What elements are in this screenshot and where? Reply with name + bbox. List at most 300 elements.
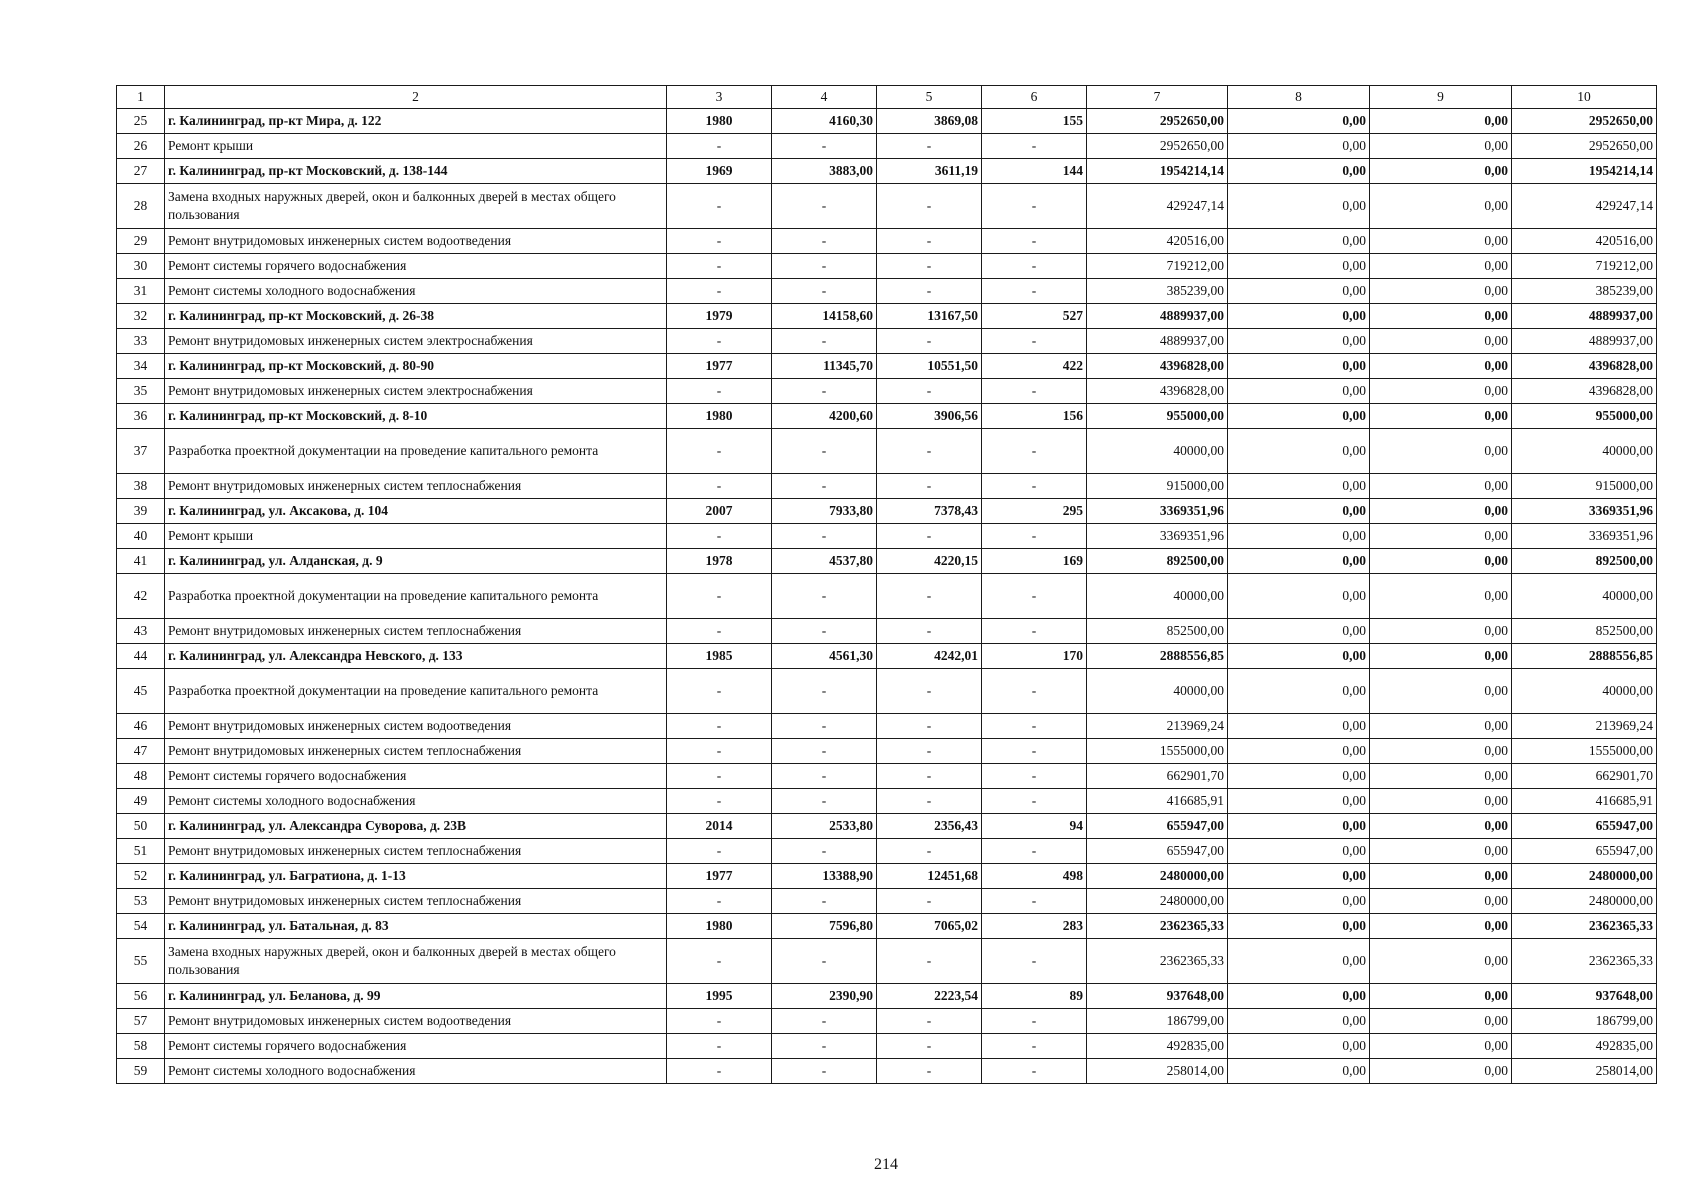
col9-cell: 0,00 xyxy=(1370,304,1512,329)
work-item-row xyxy=(117,1009,1657,1034)
col10-cell: 1954214,14 xyxy=(1512,159,1657,184)
year-cell: 1980 xyxy=(667,914,772,939)
col5-cell: 7065,02 xyxy=(877,914,982,939)
row-number-cell: 58 xyxy=(117,1034,165,1059)
row-number-cell: 51 xyxy=(117,839,165,864)
row-number-cell: 47 xyxy=(117,739,165,764)
year-cell: 2014 xyxy=(667,814,772,839)
year-cell: - xyxy=(667,429,772,474)
col4-cell: 2533,80 xyxy=(772,814,877,839)
col6-cell: - xyxy=(982,669,1087,714)
col6-cell: - xyxy=(982,229,1087,254)
col9-cell: 0,00 xyxy=(1370,739,1512,764)
object-name-cell: г. Калининград, ул. Батальная, д. 83 xyxy=(165,914,667,939)
col8-cell: 0,00 xyxy=(1228,184,1370,229)
col9-cell: 0,00 xyxy=(1370,1009,1512,1034)
work-item-row xyxy=(117,839,1657,864)
col6-cell: - xyxy=(982,184,1087,229)
col10-cell: 2480000,00 xyxy=(1512,889,1657,914)
col8-cell: 0,00 xyxy=(1228,524,1370,549)
col6-cell: 155 xyxy=(982,109,1087,134)
object-name-cell: Ремонт внутридомовых инженерных систем теплоснабжения xyxy=(165,619,667,644)
col5-cell: 10551,50 xyxy=(877,354,982,379)
col10-cell: 429247,14 xyxy=(1512,184,1657,229)
col7-cell: 2952650,00 xyxy=(1087,109,1228,134)
col8-cell: 0,00 xyxy=(1228,669,1370,714)
col7-cell: 2888556,85 xyxy=(1087,644,1228,669)
year-cell: - xyxy=(667,254,772,279)
work-item-row xyxy=(117,254,1657,279)
col4-cell: 14158,60 xyxy=(772,304,877,329)
work-item-row xyxy=(117,474,1657,499)
col6-cell: - xyxy=(982,764,1087,789)
col4-cell: - xyxy=(772,134,877,159)
year-cell: 1985 xyxy=(667,644,772,669)
col4-cell: - xyxy=(772,279,877,304)
col5-cell: 4220,15 xyxy=(877,549,982,574)
col9-cell: 0,00 xyxy=(1370,669,1512,714)
col5-cell: 3611,19 xyxy=(877,159,982,184)
col6-cell: 498 xyxy=(982,864,1087,889)
row-number-cell: 33 xyxy=(117,329,165,354)
year-cell: - xyxy=(667,134,772,159)
col8-cell: 0,00 xyxy=(1228,1034,1370,1059)
col5-cell: - xyxy=(877,619,982,644)
col9-cell: 0,00 xyxy=(1370,159,1512,184)
col6-cell: - xyxy=(982,474,1087,499)
col4-cell: - xyxy=(772,184,877,229)
row-number-cell: 57 xyxy=(117,1009,165,1034)
col9-cell: 0,00 xyxy=(1370,814,1512,839)
col5-cell: - xyxy=(877,229,982,254)
col10-cell: 2362365,33 xyxy=(1512,939,1657,984)
col5-cell: - xyxy=(877,429,982,474)
col10-cell: 915000,00 xyxy=(1512,474,1657,499)
object-name-cell: Ремонт системы холодного водоснабжения xyxy=(165,789,667,814)
col6-cell: 527 xyxy=(982,304,1087,329)
work-item-row xyxy=(117,739,1657,764)
col8-cell: 0,00 xyxy=(1228,839,1370,864)
col5-cell: - xyxy=(877,1034,982,1059)
col9-cell: 0,00 xyxy=(1370,1059,1512,1084)
object-name-cell: Ремонт внутридомовых инженерных систем теплоснабжения xyxy=(165,839,667,864)
col8-cell: 0,00 xyxy=(1228,329,1370,354)
col10-cell: 892500,00 xyxy=(1512,549,1657,574)
year-cell: - xyxy=(667,669,772,714)
col4-cell: - xyxy=(772,939,877,984)
col4-cell: 7933,80 xyxy=(772,499,877,524)
col10-cell: 4889937,00 xyxy=(1512,304,1657,329)
col8-cell: 0,00 xyxy=(1228,714,1370,739)
col8-cell: 0,00 xyxy=(1228,549,1370,574)
col6-cell: - xyxy=(982,789,1087,814)
object-name-cell: Ремонт внутридомовых инженерных систем теплоснабжения xyxy=(165,474,667,499)
col9-cell: 0,00 xyxy=(1370,764,1512,789)
col4-cell: - xyxy=(772,619,877,644)
year-cell: - xyxy=(667,714,772,739)
col9-cell: 0,00 xyxy=(1370,474,1512,499)
col7-cell: 719212,00 xyxy=(1087,254,1228,279)
col7-cell: 385239,00 xyxy=(1087,279,1228,304)
col6-cell: - xyxy=(982,254,1087,279)
object-name-cell: г. Калининград, ул. Александра Невского, д. 133 xyxy=(165,644,667,669)
row-number-cell: 34 xyxy=(117,354,165,379)
column-number: 4 xyxy=(772,86,877,109)
col5-cell: - xyxy=(877,379,982,404)
object-name-cell: Замена входных наружных дверей, окон и балконных дверей в местах общего пользования xyxy=(165,184,667,229)
col7-cell: 662901,70 xyxy=(1087,764,1228,789)
building-row xyxy=(117,499,1657,524)
building-row xyxy=(117,914,1657,939)
row-number-cell: 32 xyxy=(117,304,165,329)
row-number-cell: 31 xyxy=(117,279,165,304)
col7-cell: 492835,00 xyxy=(1087,1034,1228,1059)
object-name-cell: Ремонт внутридомовых инженерных систем электроснабжения xyxy=(165,379,667,404)
col7-cell: 852500,00 xyxy=(1087,619,1228,644)
year-cell: - xyxy=(667,474,772,499)
col10-cell: 955000,00 xyxy=(1512,404,1657,429)
col5-cell: - xyxy=(877,889,982,914)
object-name-cell: Ремонт внутридомовых инженерных систем водоотведения xyxy=(165,229,667,254)
col7-cell: 915000,00 xyxy=(1087,474,1228,499)
col9-cell: 0,00 xyxy=(1370,184,1512,229)
col4-cell: 4537,80 xyxy=(772,549,877,574)
building-row xyxy=(117,404,1657,429)
col7-cell: 40000,00 xyxy=(1087,669,1228,714)
year-cell: - xyxy=(667,329,772,354)
col9-cell: 0,00 xyxy=(1370,329,1512,354)
row-number-cell: 36 xyxy=(117,404,165,429)
year-cell: - xyxy=(667,619,772,644)
column-number-row xyxy=(117,86,1657,109)
object-name-cell: г. Калининград, ул. Беланова, д. 99 xyxy=(165,984,667,1009)
object-name-cell: Ремонт внутридомовых инженерных систем электроснабжения xyxy=(165,329,667,354)
col4-cell: - xyxy=(772,574,877,619)
col5-cell: - xyxy=(877,279,982,304)
object-name-cell: Ремонт внутридомовых инженерных систем водоотведения xyxy=(165,714,667,739)
col5-cell: - xyxy=(877,669,982,714)
col10-cell: 4396828,00 xyxy=(1512,379,1657,404)
row-number-cell: 25 xyxy=(117,109,165,134)
col5-cell: - xyxy=(877,254,982,279)
col10-cell: 3369351,96 xyxy=(1512,524,1657,549)
row-number-cell: 26 xyxy=(117,134,165,159)
col4-cell: - xyxy=(772,1009,877,1034)
col6-cell: - xyxy=(982,1034,1087,1059)
column-number: 8 xyxy=(1228,86,1370,109)
col4-cell: - xyxy=(772,1059,877,1084)
work-item-row xyxy=(117,619,1657,644)
col8-cell: 0,00 xyxy=(1228,499,1370,524)
col7-cell: 2952650,00 xyxy=(1087,134,1228,159)
col6-cell: 422 xyxy=(982,354,1087,379)
col4-cell: 2390,90 xyxy=(772,984,877,1009)
col6-cell: - xyxy=(982,574,1087,619)
col4-cell: - xyxy=(772,429,877,474)
col7-cell: 655947,00 xyxy=(1087,814,1228,839)
col4-cell: - xyxy=(772,764,877,789)
col10-cell: 4396828,00 xyxy=(1512,354,1657,379)
col5-cell: - xyxy=(877,134,982,159)
building-row xyxy=(117,549,1657,574)
row-number-cell: 59 xyxy=(117,1059,165,1084)
col8-cell: 0,00 xyxy=(1228,159,1370,184)
col4-cell: - xyxy=(772,474,877,499)
col6-cell: 295 xyxy=(982,499,1087,524)
work-item-row xyxy=(117,229,1657,254)
col4-cell: - xyxy=(772,329,877,354)
col8-cell: 0,00 xyxy=(1228,939,1370,984)
col5-cell: - xyxy=(877,1009,982,1034)
building-row xyxy=(117,354,1657,379)
col7-cell: 1555000,00 xyxy=(1087,739,1228,764)
column-number: 6 xyxy=(982,86,1087,109)
row-number-cell: 28 xyxy=(117,184,165,229)
col4-cell: - xyxy=(772,714,877,739)
col5-cell: - xyxy=(877,329,982,354)
year-cell: - xyxy=(667,889,772,914)
building-row xyxy=(117,159,1657,184)
work-item-row xyxy=(117,134,1657,159)
col6-cell: 283 xyxy=(982,914,1087,939)
col8-cell: 0,00 xyxy=(1228,984,1370,1009)
col10-cell: 492835,00 xyxy=(1512,1034,1657,1059)
col4-cell: 4160,30 xyxy=(772,109,877,134)
row-number-cell: 42 xyxy=(117,574,165,619)
row-number-cell: 50 xyxy=(117,814,165,839)
col4-cell: - xyxy=(772,379,877,404)
building-row xyxy=(117,644,1657,669)
col6-cell: 156 xyxy=(982,404,1087,429)
col8-cell: 0,00 xyxy=(1228,429,1370,474)
work-item-row xyxy=(117,279,1657,304)
object-name-cell: Ремонт внутридомовых инженерных систем водоотведения xyxy=(165,1009,667,1034)
col5-cell: - xyxy=(877,839,982,864)
col8-cell: 0,00 xyxy=(1228,764,1370,789)
object-name-cell: Ремонт крыши xyxy=(165,134,667,159)
col7-cell: 213969,24 xyxy=(1087,714,1228,739)
year-cell: 1978 xyxy=(667,549,772,574)
building-row xyxy=(117,984,1657,1009)
year-cell: - xyxy=(667,229,772,254)
col4-cell: 4200,60 xyxy=(772,404,877,429)
col5-cell: - xyxy=(877,474,982,499)
col10-cell: 852500,00 xyxy=(1512,619,1657,644)
table-body xyxy=(117,86,1657,1084)
object-name-cell: Ремонт системы холодного водоснабжения xyxy=(165,279,667,304)
work-item-row xyxy=(117,524,1657,549)
col10-cell: 662901,70 xyxy=(1512,764,1657,789)
year-cell: - xyxy=(667,524,772,549)
work-item-row xyxy=(117,889,1657,914)
object-name-cell: Ремонт системы холодного водоснабжения xyxy=(165,1059,667,1084)
col10-cell: 258014,00 xyxy=(1512,1059,1657,1084)
building-row xyxy=(117,109,1657,134)
row-number-cell: 49 xyxy=(117,789,165,814)
col8-cell: 0,00 xyxy=(1228,109,1370,134)
year-cell: 1977 xyxy=(667,354,772,379)
col7-cell: 3369351,96 xyxy=(1087,499,1228,524)
col6-cell: - xyxy=(982,279,1087,304)
building-row xyxy=(117,864,1657,889)
col8-cell: 0,00 xyxy=(1228,304,1370,329)
col5-cell: 4242,01 xyxy=(877,644,982,669)
col10-cell: 2952650,00 xyxy=(1512,134,1657,159)
col5-cell: - xyxy=(877,764,982,789)
col7-cell: 416685,91 xyxy=(1087,789,1228,814)
col7-cell: 4396828,00 xyxy=(1087,379,1228,404)
col6-cell: - xyxy=(982,619,1087,644)
col8-cell: 0,00 xyxy=(1228,889,1370,914)
col7-cell: 2480000,00 xyxy=(1087,889,1228,914)
work-item-row xyxy=(117,184,1657,229)
col4-cell: - xyxy=(772,669,877,714)
col6-cell: - xyxy=(982,329,1087,354)
col8-cell: 0,00 xyxy=(1228,574,1370,619)
object-name-cell: Замена входных наружных дверей, окон и балконных дверей в местах общего пользования xyxy=(165,939,667,984)
col8-cell: 0,00 xyxy=(1228,134,1370,159)
col7-cell: 1954214,14 xyxy=(1087,159,1228,184)
year-cell: - xyxy=(667,789,772,814)
col9-cell: 0,00 xyxy=(1370,279,1512,304)
object-name-cell: Ремонт системы горячего водоснабжения xyxy=(165,254,667,279)
col10-cell: 2480000,00 xyxy=(1512,864,1657,889)
year-cell: - xyxy=(667,1059,772,1084)
col10-cell: 420516,00 xyxy=(1512,229,1657,254)
col5-cell: 13167,50 xyxy=(877,304,982,329)
work-item-row xyxy=(117,574,1657,619)
col9-cell: 0,00 xyxy=(1370,714,1512,739)
col9-cell: 0,00 xyxy=(1370,429,1512,474)
col10-cell: 4889937,00 xyxy=(1512,329,1657,354)
col5-cell: 7378,43 xyxy=(877,499,982,524)
column-number: 2 xyxy=(165,86,667,109)
year-cell: 1980 xyxy=(667,404,772,429)
col7-cell: 955000,00 xyxy=(1087,404,1228,429)
object-name-cell: Ремонт внутридомовых инженерных систем теплоснабжения xyxy=(165,889,667,914)
year-cell: - xyxy=(667,379,772,404)
object-name-cell: г. Калининград, пр-кт Мира, д. 122 xyxy=(165,109,667,134)
row-number-cell: 53 xyxy=(117,889,165,914)
object-name-cell: г. Калининград, ул. Аксакова, д. 104 xyxy=(165,499,667,524)
col7-cell: 40000,00 xyxy=(1087,574,1228,619)
col8-cell: 0,00 xyxy=(1228,1009,1370,1034)
year-cell: - xyxy=(667,1009,772,1034)
col10-cell: 937648,00 xyxy=(1512,984,1657,1009)
year-cell: - xyxy=(667,279,772,304)
object-name-cell: г. Калининград, ул. Багратиона, д. 1-13 xyxy=(165,864,667,889)
col8-cell: 0,00 xyxy=(1228,864,1370,889)
col8-cell: 0,00 xyxy=(1228,644,1370,669)
col10-cell: 719212,00 xyxy=(1512,254,1657,279)
row-number-cell: 39 xyxy=(117,499,165,524)
col10-cell: 40000,00 xyxy=(1512,669,1657,714)
col6-cell: 170 xyxy=(982,644,1087,669)
col9-cell: 0,00 xyxy=(1370,379,1512,404)
col9-cell: 0,00 xyxy=(1370,549,1512,574)
col6-cell: 89 xyxy=(982,984,1087,1009)
col10-cell: 2952650,00 xyxy=(1512,109,1657,134)
col8-cell: 0,00 xyxy=(1228,354,1370,379)
page-number: 214 xyxy=(874,1156,898,1173)
col8-cell: 0,00 xyxy=(1228,739,1370,764)
col9-cell: 0,00 xyxy=(1370,354,1512,379)
column-number: 5 xyxy=(877,86,982,109)
col6-cell: 94 xyxy=(982,814,1087,839)
col6-cell: - xyxy=(982,134,1087,159)
building-row xyxy=(117,814,1657,839)
col9-cell: 0,00 xyxy=(1370,499,1512,524)
year-cell: - xyxy=(667,939,772,984)
row-number-cell: 35 xyxy=(117,379,165,404)
col4-cell: - xyxy=(772,1034,877,1059)
row-number-cell: 38 xyxy=(117,474,165,499)
col6-cell: 144 xyxy=(982,159,1087,184)
col9-cell: 0,00 xyxy=(1370,229,1512,254)
col4-cell: - xyxy=(772,524,877,549)
object-name-cell: Разработка проектной документации на проведение капитального ремонта xyxy=(165,429,667,474)
work-item-row xyxy=(117,714,1657,739)
col10-cell: 40000,00 xyxy=(1512,574,1657,619)
col7-cell: 892500,00 xyxy=(1087,549,1228,574)
row-number-cell: 56 xyxy=(117,984,165,1009)
col9-cell: 0,00 xyxy=(1370,619,1512,644)
col5-cell: - xyxy=(877,184,982,229)
year-cell: - xyxy=(667,764,772,789)
col7-cell: 2480000,00 xyxy=(1087,864,1228,889)
work-item-row xyxy=(117,329,1657,354)
col8-cell: 0,00 xyxy=(1228,279,1370,304)
col6-cell: - xyxy=(982,889,1087,914)
row-number-cell: 30 xyxy=(117,254,165,279)
col5-cell: 2356,43 xyxy=(877,814,982,839)
col9-cell: 0,00 xyxy=(1370,839,1512,864)
col9-cell: 0,00 xyxy=(1370,914,1512,939)
work-item-row xyxy=(117,669,1657,714)
col10-cell: 655947,00 xyxy=(1512,839,1657,864)
work-item-row xyxy=(117,789,1657,814)
col8-cell: 0,00 xyxy=(1228,619,1370,644)
col7-cell: 2362365,33 xyxy=(1087,914,1228,939)
row-number-cell: 46 xyxy=(117,714,165,739)
col6-cell: - xyxy=(982,524,1087,549)
col10-cell: 416685,91 xyxy=(1512,789,1657,814)
work-item-row xyxy=(117,764,1657,789)
object-name-cell: Ремонт внутридомовых инженерных систем теплоснабжения xyxy=(165,739,667,764)
col7-cell: 4889937,00 xyxy=(1087,329,1228,354)
row-number-cell: 55 xyxy=(117,939,165,984)
col6-cell: 169 xyxy=(982,549,1087,574)
object-name-cell: г. Калининград, пр-кт Московский, д. 26-38 xyxy=(165,304,667,329)
col7-cell: 3369351,96 xyxy=(1087,524,1228,549)
col6-cell: - xyxy=(982,379,1087,404)
col10-cell: 2362365,33 xyxy=(1512,914,1657,939)
col4-cell: - xyxy=(772,789,877,814)
year-cell: 1979 xyxy=(667,304,772,329)
object-name-cell: Ремонт крыши xyxy=(165,524,667,549)
object-name-cell: г. Калининград, пр-кт Московский, д. 138-144 xyxy=(165,159,667,184)
col4-cell: 7596,80 xyxy=(772,914,877,939)
col4-cell: - xyxy=(772,839,877,864)
work-item-row xyxy=(117,429,1657,474)
col5-cell: - xyxy=(877,574,982,619)
year-cell: - xyxy=(667,1034,772,1059)
object-name-cell: Разработка проектной документации на проведение капитального ремонта xyxy=(165,574,667,619)
col10-cell: 3369351,96 xyxy=(1512,499,1657,524)
col4-cell: - xyxy=(772,739,877,764)
col7-cell: 186799,00 xyxy=(1087,1009,1228,1034)
row-number-cell: 54 xyxy=(117,914,165,939)
